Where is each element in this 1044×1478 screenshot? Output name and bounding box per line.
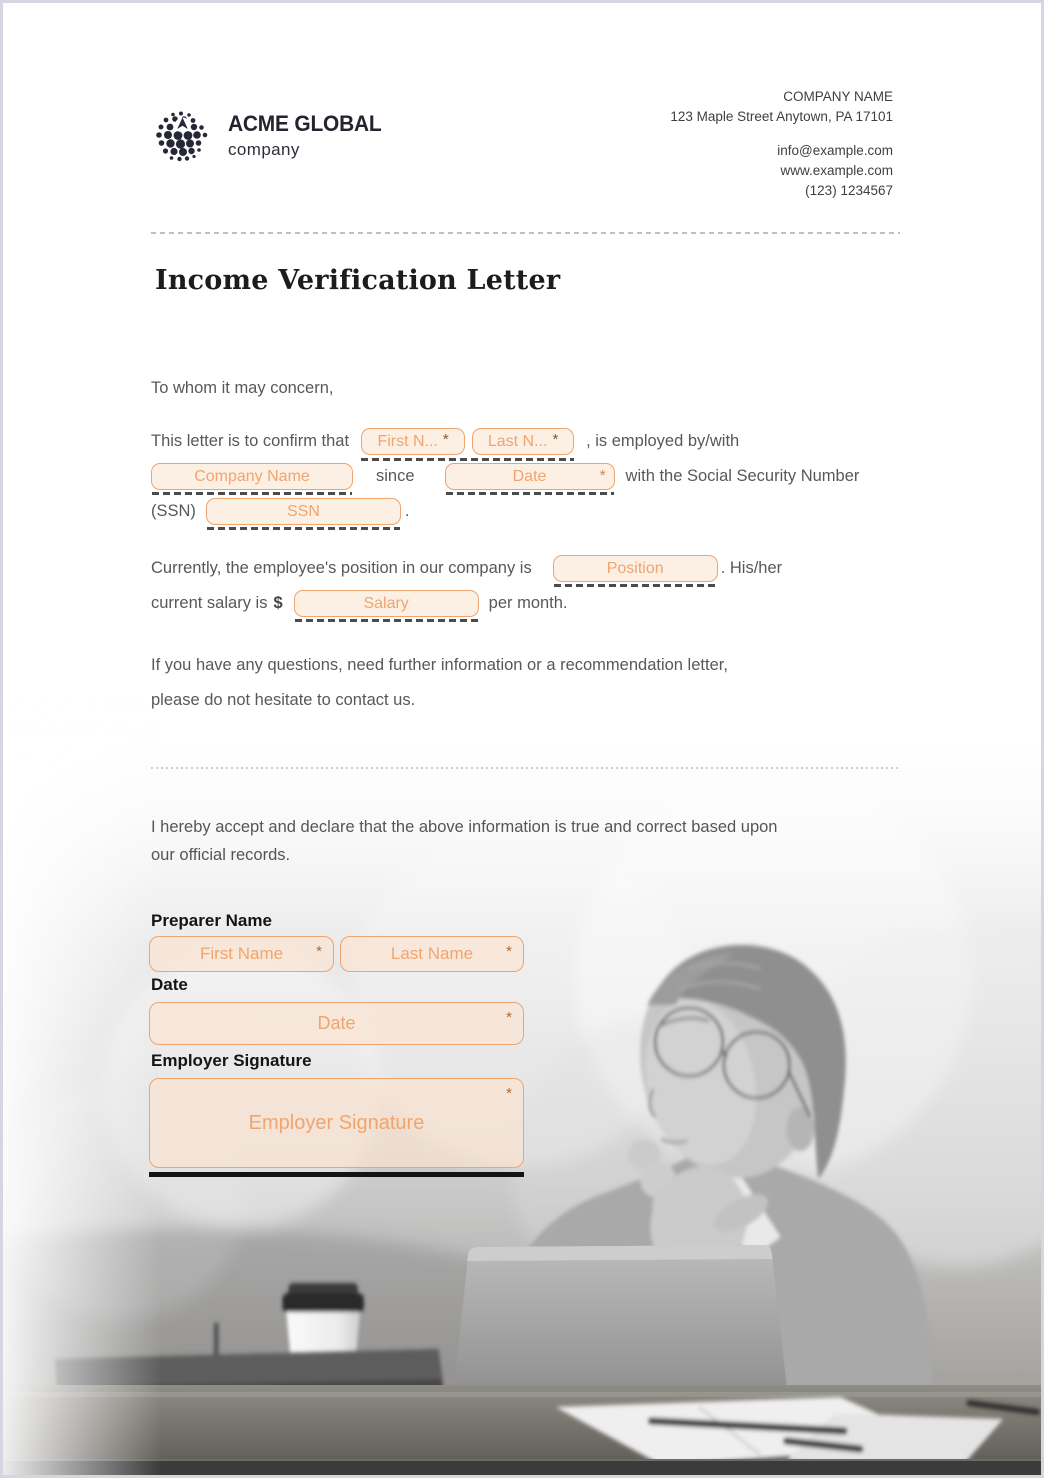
field-last-name-inline[interactable] — [472, 428, 574, 455]
employer-signature-label: Employer Signature — [151, 1051, 312, 1070]
body-text: Currently, the employee's position in our company is — [151, 559, 532, 577]
field-preparer-last-name[interactable] — [340, 936, 524, 972]
field-placeholder: Date — [317, 1013, 356, 1033]
company-website: www.example.com — [780, 163, 893, 178]
date-label: Date — [151, 975, 188, 994]
page-title: Income Verification Letter — [155, 265, 561, 296]
field-placeholder: Position — [606, 559, 664, 577]
dollar-sign: $ — [273, 594, 283, 612]
globe-logo-icon — [153, 106, 211, 164]
signature-line — [149, 1172, 524, 1177]
required-asterisk: * — [316, 943, 322, 960]
salutation: To whom it may concern, — [151, 379, 334, 397]
body-text: , is employed by/with — [586, 432, 740, 450]
field-placeholder: Salary — [363, 594, 409, 612]
field-position[interactable] — [553, 555, 718, 582]
preparer-name-label: Preparer Name — [151, 911, 272, 930]
field-employer-signature[interactable] — [149, 1078, 524, 1168]
field-placeholder: First Name — [199, 944, 284, 963]
field-placeholder: Last N... — [487, 432, 548, 450]
body-text: If you have any questions, need further information or a recommendation letter, — [151, 656, 728, 674]
body-text: current salary is — [151, 594, 268, 612]
required-asterisk: * — [506, 943, 512, 960]
logo-title: ACME GLOBAL — [228, 110, 382, 136]
field-salary[interactable] — [294, 590, 479, 617]
field-date[interactable] — [149, 1002, 524, 1045]
company-info-block — [670, 87, 893, 201]
field-placeholder: Company Name — [194, 467, 310, 485]
body-text: This letter is to confirm that — [151, 432, 350, 450]
required-asterisk: * — [506, 1085, 512, 1102]
field-date-inline[interactable] — [445, 463, 615, 490]
field-placeholder: Date — [512, 467, 547, 485]
declaration-text: our official records. — [151, 846, 291, 864]
required-asterisk: * — [599, 467, 606, 484]
field-placeholder: Employer Signature — [248, 1111, 425, 1134]
company-address: 123 Maple Street Anytown, PA 17101 — [670, 109, 893, 124]
field-placeholder: SSN — [286, 502, 320, 520]
field-placeholder: First N... — [377, 432, 438, 450]
header-divider — [151, 232, 900, 234]
logo-subtitle: company — [228, 139, 300, 159]
field-company-name[interactable] — [151, 463, 353, 490]
section-divider — [151, 767, 900, 769]
field-preparer-first-name[interactable] — [149, 936, 334, 972]
field-placeholder: Last Name — [390, 944, 474, 963]
field-ssn[interactable] — [206, 498, 401, 525]
body-text: since — [376, 467, 415, 485]
body-text: (SSN) — [151, 502, 196, 520]
required-asterisk: * — [552, 431, 559, 448]
body-text: per month. — [488, 594, 568, 612]
company-logo — [153, 106, 390, 164]
body-text: please do not hesitate to contact us. — [151, 691, 416, 709]
field-first-name-inline[interactable] — [361, 428, 465, 455]
required-asterisk: * — [442, 431, 449, 448]
company-phone: (123) 1234567 — [805, 183, 893, 198]
company-email: info@example.com — [777, 143, 893, 158]
body-text: . — [404, 502, 410, 520]
required-asterisk: * — [506, 1009, 512, 1026]
body-text: . His/her — [720, 559, 783, 577]
declaration-text: I hereby accept and declare that the above information is true and correct based upon — [151, 818, 778, 836]
body-text: with the Social Security Number — [625, 467, 860, 485]
company-name: COMPANY NAME — [783, 89, 893, 104]
